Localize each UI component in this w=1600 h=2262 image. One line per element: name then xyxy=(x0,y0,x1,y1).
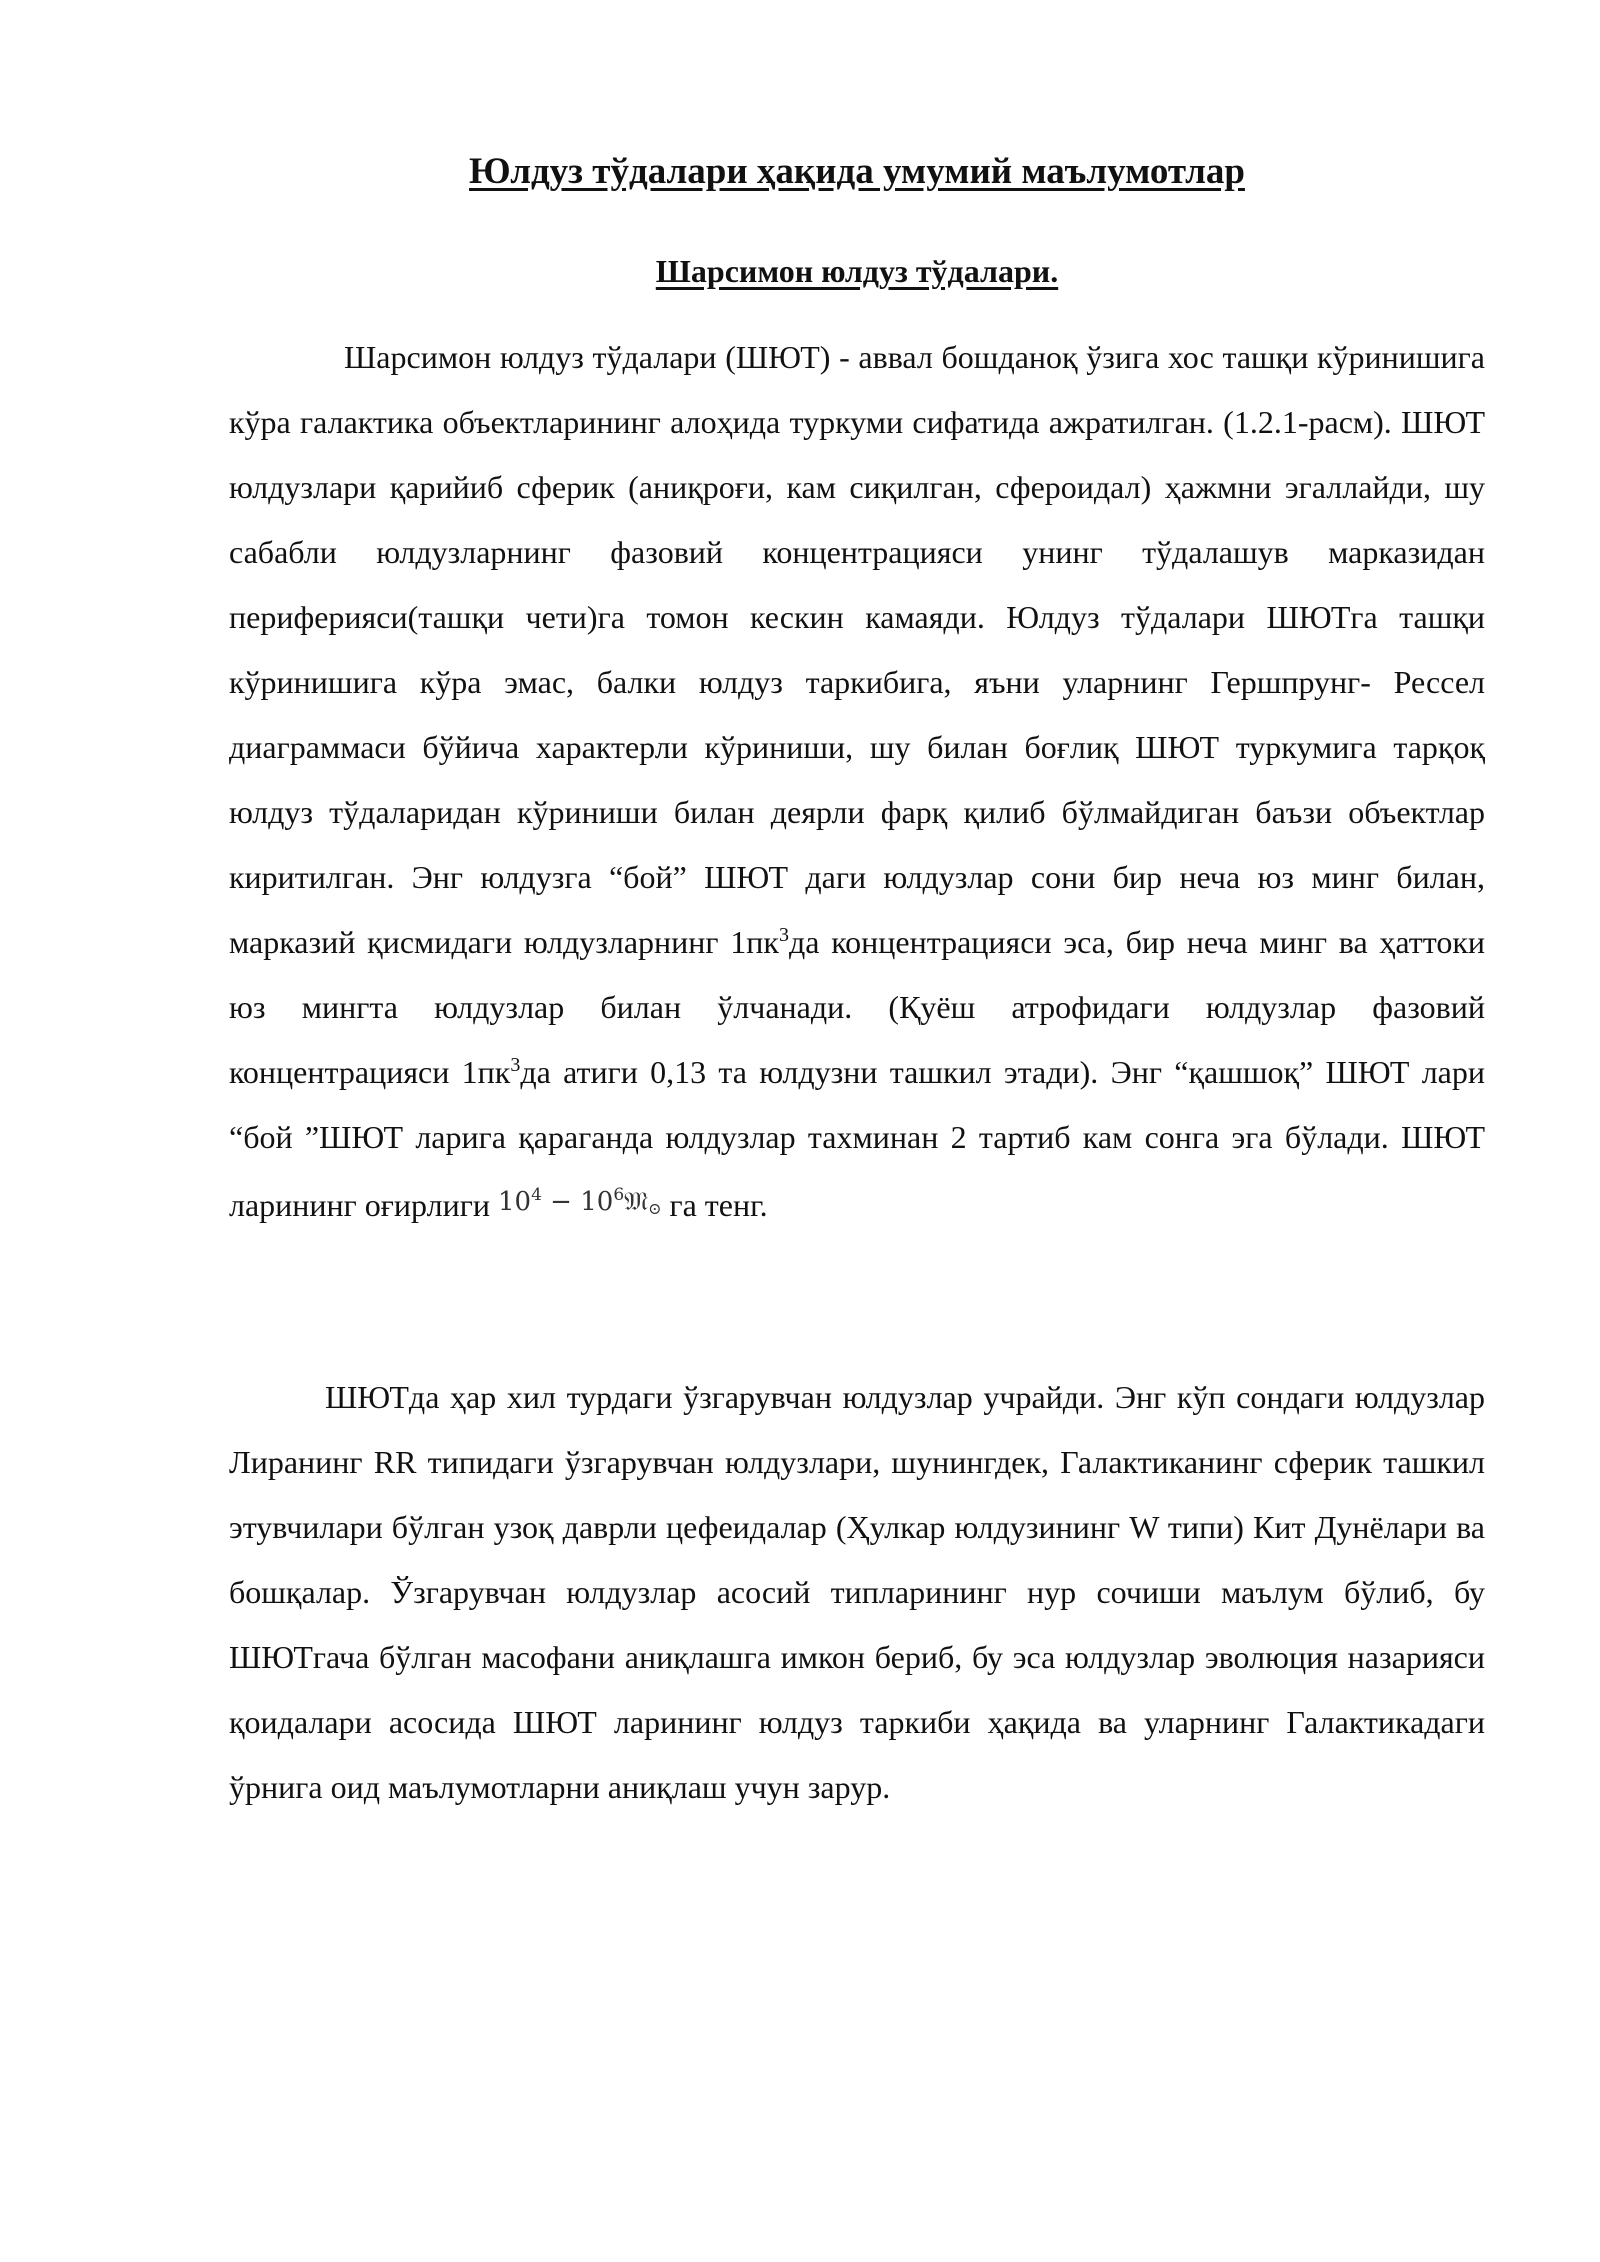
superscript-cubed: 3 xyxy=(778,924,789,946)
paragraph-text: да концентрацияси эса, бир неча минг ва ҳаттоки юз мингта юлдузлар билан ўлчанади. (Қуёш атрофидаги юлдузлар фазовий концентрацияси 1пк xyxy=(229,924,1486,1090)
formula-base: 10 xyxy=(497,1187,532,1217)
document-title: Юлдуз тўдалари ҳақида умумий маълумотлар xyxy=(469,151,1245,192)
solar-mass-symbol: 𝔐 xyxy=(624,1187,649,1217)
formula-dash: − xyxy=(541,1187,581,1217)
formula-base: 10 xyxy=(580,1187,614,1217)
mass-formula xyxy=(498,1187,662,1217)
formula-exponent: 6 xyxy=(613,1185,625,1205)
paragraph-text: Шарсимон юлдуз тўдалари (ШЮТ) - аввал бошданоқ ўзига хос ташқи кўринишига кўра галактика объектларининг алоҳида туркуми сифатида ажратилган. (1.2.1-расм). ШЮТ юлдузлари қарийиб сферик (аниқроғи, кам сиқилган, сфероидал) ҳажмни эгаллайди, шу сабабли юлдузларнинг фазовий концентрацияси унинг тўдалашув марказидан периферияси(ташқи чети)га томон кескин камаяди. Юлдуз тўдалари ШЮТга ташқи кўринишига кўра эмас, балки юлдуз таркибига, яъни уларнинг Гершпрунг- Рессел диаграммаси бўйича характерли кўриниши, шу билан боғлиқ ШЮТ туркумига тарқоқ юлдуз тўдаларидан кўриниши билан деярли фарқ қилиб бўлмайдиган баъзи объектлар киритилган. Энг юлдузга “бой” ШЮТ даги юлдузлар сони бир неча юз минг билан, марказий қисмидаги юлдузларнинг 1пк xyxy=(229,339,1485,960)
paragraph-text: да атиги 0,13 та юлдузни ташкил этади). Энг “қашшоқ” ШЮТ лари “бой ”ШЮТ ларига қараганда юлдузлар тахминан 2 тартиб кам сонга эга бўлади. ШЮТ ларининг оғирлиги xyxy=(229,1054,1485,1223)
formula-exponent: 4 xyxy=(531,1185,542,1205)
section-heading: Шарсимон юлдуз тўдалари. xyxy=(655,253,1059,289)
superscript-cubed: 3 xyxy=(510,1054,521,1076)
sun-symbol: ⊙ xyxy=(648,1199,662,1218)
paragraph-text: га тенг. xyxy=(661,1187,768,1223)
paragraph-variable-stars: ШЮТда ҳар хил турдаги ўзгарувчан юлдузлар учрайди. Энг кўп сондаги юлдузлар Лиранинг RR типидаги ўзгарувчан юлдузлари, шунингдек, Галактиканинг сферик ташкил этувчилари бўлган узоқ даврли цефеидалар (Ҳулкар юлдузининг W типи) Кит Дунёлари ва бошқалар. Ўзгарувчан юлдузлар асосий типларининг нур сочиши маълум бўлиб, бу ШЮТгача бўлган масофани аниқлашга имкон бериб, бу эса юлдузлар эволюция назарияси қоидалари асосида ШЮТ ларининг юлдуз таркиби ҳақида ва уларнинг Галактикадаги ўрнига оид маълумотларни аниқлаш учун зарур. xyxy=(229,1379,1485,1805)
paragraph-globular-clusters-intro xyxy=(229,325,1485,1241)
